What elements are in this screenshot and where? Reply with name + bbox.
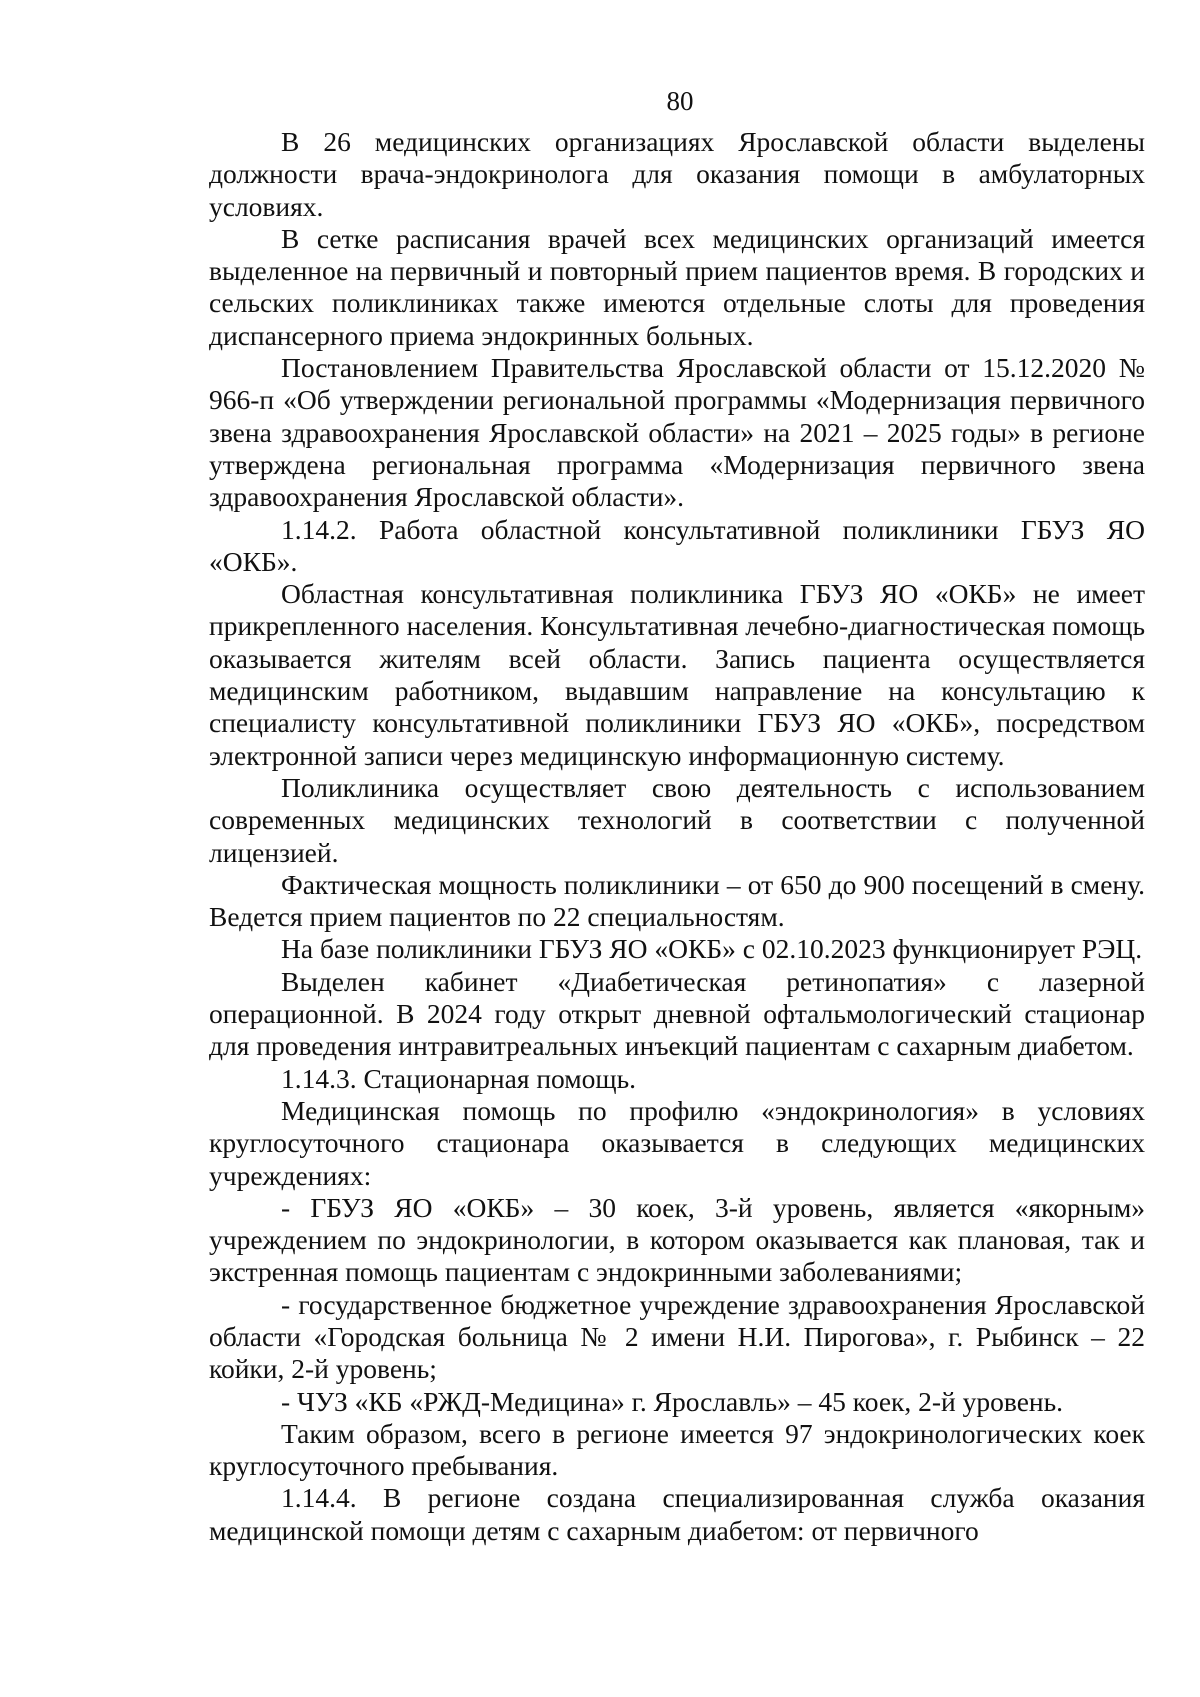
paragraph-capacity: Фактическая мощность поликлиники – от 650 до 900 посещений в смену. Ведется прием пациентов по 22 специальностям. bbox=[209, 868, 1145, 933]
paragraph-retinopathy-office: Выделен кабинет «Диабетическая ретинопатия» с лазерной операционной. В 2024 году открыт дневной офтальмологический стационар для проведения интравитреальных инъекций пациентам с сахарным диабетом. bbox=[209, 965, 1145, 1062]
list-item-rybinsk-hospital: - государственное бюджетное учреждение здравоохранения Ярославской области «Городская больница № 2 имени Н.И. Пирогова», г. Рыбинск – 22 койки, 2-й уровень; bbox=[209, 1288, 1145, 1385]
section-heading-1-14-2: 1.14.2. Работа областной консультативной поликлиники ГБУЗ ЯО «ОКБ». bbox=[209, 513, 1145, 577]
paragraph-technologies-license: Поликлиника осуществляет свою деятельность с использованием современных медицинских технологий в соответствии с полученной лицензией. bbox=[209, 771, 1145, 868]
list-item-rzd-medicine: - ЧУЗ «КБ «РЖД-Медицина» г. Ярославль» – 45 коек, 2-й уровень. bbox=[281, 1385, 1064, 1417]
page-number: 80 bbox=[666, 86, 694, 116]
section-heading-1-14-3: 1.14.3. Стационарная помощь. bbox=[281, 1062, 637, 1094]
paragraph-inpatient-intro: Медицинская помощь по профилю «эндокринология» в условиях круглосуточного стационара оказывается в следующих медицинских учреждениях: bbox=[209, 1094, 1145, 1191]
list-item-okb: - ГБУЗ ЯО «ОКБ» – 30 коек, 3-й уровень, является «якорным» учреждением по эндокринологии, в котором оказывается как плановая, так и экстренная помощь пациентам с эндокринными заболеваниями; bbox=[209, 1191, 1145, 1288]
paragraph-rec: На базе поликлиники ГБУЗ ЯО «ОКБ» с 02.10.2023 функционирует РЭЦ. bbox=[281, 933, 1143, 965]
paragraph-bed-total: Таким образом, всего в регионе имеется 97 эндокринологических коек круглосуточного пребывания. bbox=[209, 1417, 1145, 1482]
paragraph-endocrinologist-positions: В 26 медицинских организациях Ярославской области выделены должности врача-эндокринолога для оказания помощи в амбулаторных условиях. bbox=[209, 126, 1145, 222]
paragraph-consultative-polyclinic: Областная консультативная поликлиника ГБУЗ ЯО «ОКБ» не имеет прикрепленного населения. Консультативная лечебно-диагностическая помощь оказывается жителям всей области. Запись пациента осуществляется медицинским работником, выдавшим направление на консультацию к специалисту консультативной поликлиники ГБУЗ ЯО «ОКБ», посредством электронной записи через медицинскую информационную систему. bbox=[209, 578, 1145, 771]
section-heading-1-14-4: 1.14.4. В регионе создана специализированная служба оказания медицинской помощи детям с сахарным диабетом: от первичного bbox=[209, 1482, 1145, 1546]
paragraph-government-resolution: Постановлением Правительства Ярославской области от 15.12.2020 № 966-п «Об утверждении региональной программы «Модернизация первичного звена здравоохранения Ярославской области» на 2021 – 2025 годы» в регионе утверждена региональная программа «Модернизация первичного звена здравоохранения Ярославской области». bbox=[209, 352, 1145, 513]
paragraph-schedule-slots: В сетке расписания врачей всех медицинских организаций имеется выделенное на первичный и повторный прием пациентов время. В городских и сельских поликлиниках также имеются отдельные слоты для проведения диспансерного приема эндокринных больных. bbox=[209, 222, 1145, 351]
document-body bbox=[209, 126, 1145, 1547]
